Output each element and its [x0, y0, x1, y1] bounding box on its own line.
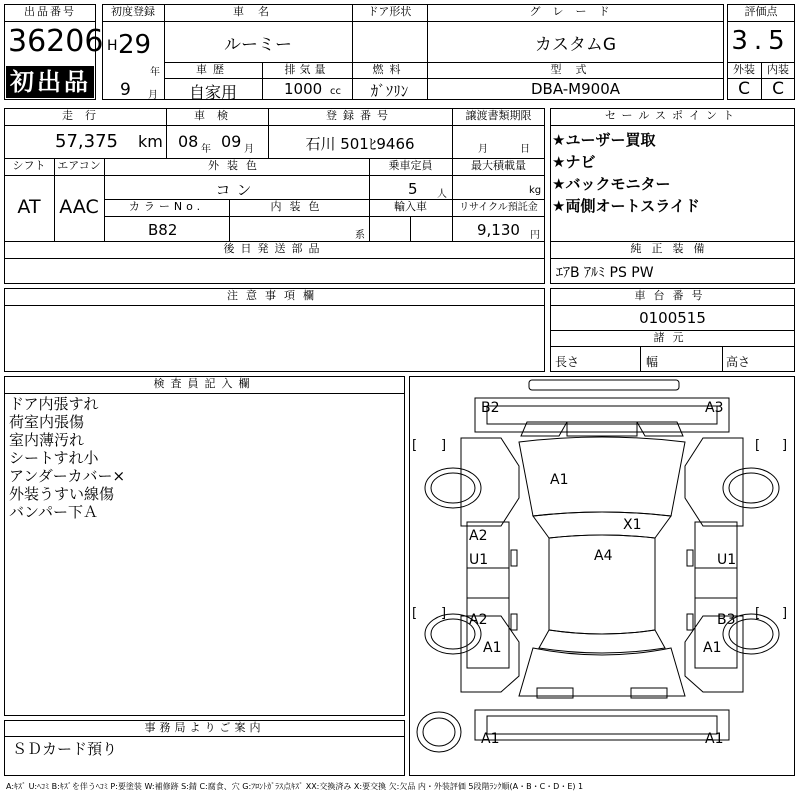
office-label: 事務局よりご案内 — [144, 721, 265, 734]
inspection-month: 09 — [221, 132, 242, 151]
color-no-value: B82 — [148, 221, 178, 239]
aircon-value: AAC — [59, 196, 99, 218]
later-parts-label: 後日発送部品 — [223, 242, 326, 255]
bracket-mark: ] — [782, 606, 788, 621]
transfer-month-unit: 月 — [478, 144, 488, 155]
ext-color-value: コン — [215, 181, 258, 199]
exterior-grade: C — [738, 79, 750, 99]
damage-mark: A1 — [550, 472, 569, 488]
inspector-line: バンパー下Ａ — [9, 503, 98, 521]
score-label: 評価点 — [744, 5, 778, 18]
displacement-unit: cc — [330, 86, 341, 97]
plate-label: 登録番号 — [326, 109, 394, 122]
interior-label: 内装 — [767, 63, 789, 76]
fuel-value: ｶﾞｿﾘﾝ — [370, 82, 409, 100]
first-reg-label: 初度登録 — [111, 5, 155, 18]
exterior-label: 外装 — [733, 63, 755, 76]
month: 9 — [120, 80, 131, 100]
chassis-label: 車台番号 — [634, 289, 711, 302]
score-value: 3.5 — [731, 26, 791, 56]
sales-point: ★ユーザー買取 — [552, 131, 656, 149]
damage-mark: A4 — [594, 548, 613, 564]
car-name: ルーミー — [224, 35, 292, 55]
width-label: 幅 — [646, 355, 659, 369]
damage-mark: B3 — [717, 612, 736, 628]
recycle-value: 9,130 — [477, 221, 520, 239]
inspector-line: シートすれ小 — [9, 449, 99, 467]
damage-mark: A3 — [705, 400, 724, 416]
inspector-line: 荷室内張傷 — [9, 413, 85, 431]
grade-label: グレード — [529, 5, 622, 18]
lot-number: 36206 — [8, 24, 104, 59]
lot-label: 出品番号 — [24, 5, 76, 18]
damage-mark: A2 — [469, 612, 488, 628]
damage-mark: A1 — [483, 640, 502, 656]
displacement-label: 排気量 — [284, 63, 330, 76]
ext-color-label: 外装色 — [208, 159, 265, 172]
plate-value: 石川 501ﾋ9466 — [305, 135, 415, 153]
bracket-mark: ] — [441, 438, 447, 453]
model-value: DBA-M900A — [530, 80, 621, 98]
inspection-year-unit: 年 — [201, 144, 211, 155]
load-unit: kg — [529, 185, 542, 196]
history-label: 車歴 — [196, 63, 230, 76]
shift-label: シフト — [12, 159, 46, 172]
inspector-line: 外装うすい線傷 — [9, 485, 115, 503]
car-name-label: 車名 — [233, 5, 283, 18]
sales-label: セールスポイント — [604, 109, 740, 122]
dims-label: 諸元 — [653, 331, 692, 344]
grade-value: カスタムG — [534, 35, 617, 55]
inspection-label: 車検 — [194, 109, 240, 122]
inspector-label: 検査員記入欄 — [153, 377, 256, 390]
damage-mark: B2 — [481, 400, 500, 416]
bracket-mark: [ — [755, 606, 761, 621]
transfer-label: 譲渡書類期限 — [465, 109, 532, 122]
capacity-value: 5 — [408, 180, 418, 198]
door-label: ドア形状 — [367, 5, 412, 18]
sales-point: ★ナビ — [552, 153, 596, 171]
inspector-line: アンダーカバー× — [9, 467, 126, 485]
inspector-line: 室内薄汚れ — [9, 431, 85, 449]
aircon-label: エアコン — [57, 159, 101, 172]
damage-mark: A2 — [469, 528, 488, 544]
mileage-unit: km — [138, 132, 163, 151]
fuel-label: 燃料 — [372, 63, 407, 76]
sales-point: ★バックモニター — [552, 175, 671, 193]
capacity-label: 乗車定員 — [388, 159, 433, 172]
equipment-value: ｴｱB ｱﾙﾐ PS PW — [556, 265, 654, 281]
damage-mark: A1 — [705, 731, 724, 747]
damage-mark: A1 — [703, 640, 722, 656]
sales-point: ★両側オートスライド — [552, 197, 700, 215]
inspection-month-unit: 月 — [244, 144, 254, 155]
capacity-unit: 人 — [437, 189, 447, 200]
recycle-label: リサイクル預託金 — [459, 202, 538, 213]
height-label: 高さ — [726, 355, 751, 369]
car-diagram — [409, 376, 795, 776]
damage-mark: U1 — [469, 552, 489, 568]
model-label: 型式 — [550, 63, 601, 76]
int-color-label: 内装色 — [270, 200, 328, 213]
damage-mark: U1 — [717, 552, 737, 568]
bracket-mark: ] — [441, 606, 447, 621]
recycle-unit: 円 — [530, 230, 540, 241]
transfer-day-unit: 日 — [520, 144, 530, 155]
inspection-year: 08 — [178, 132, 199, 151]
mileage-value: 57,375 — [55, 131, 118, 152]
year-unit: 年 — [150, 67, 160, 78]
bracket-mark: [ — [412, 606, 418, 621]
history-value: 自家用 — [188, 83, 237, 102]
era: H — [107, 38, 118, 54]
inspector-line: ドア内張すれ — [9, 395, 99, 413]
notes-label: 注意事項欄 — [227, 289, 322, 302]
bracket-mark: [ — [755, 438, 761, 453]
shift-value: AT — [17, 196, 41, 218]
year: 29 — [118, 30, 152, 60]
interior-grade: C — [772, 79, 784, 99]
month-unit: 月 — [148, 90, 158, 101]
damage-mark: A1 — [481, 731, 500, 747]
damage-mark: X1 — [623, 517, 642, 533]
bracket-mark: ] — [782, 438, 788, 453]
color-no-label: カラーNo. — [128, 200, 205, 213]
displacement-value: 1000 — [284, 80, 323, 98]
int-color-unit: 系 — [355, 230, 365, 241]
mileage-label: 走行 — [62, 109, 108, 122]
load-label: 最大積載量 — [471, 159, 526, 172]
chassis-value: 0100515 — [639, 309, 706, 327]
length-label: 長さ — [555, 355, 580, 369]
first-listing-label: 初出品 — [10, 68, 91, 96]
import-label: 輸入車 — [394, 200, 427, 213]
equipment-label: 純正装備 — [630, 242, 715, 255]
office-note: ＳＤカード預り — [12, 740, 118, 758]
legend: A:ｷｽﾞ U:ﾍｺﾐ B:ｷｽﾞを伴うﾍｺﾐ P:要塗装 W:補修跡 S:錆 C:腐食、穴 G:ﾌﾛﾝﾄｶﾞﾗｽ点ｷｽﾞ XX:交換済み X:要交換 欠:欠品 内・外装評価 5段階ﾗﾝｸ順(A・B・C・D・E) 1 — [6, 782, 584, 791]
bracket-mark: [ — [412, 438, 418, 453]
